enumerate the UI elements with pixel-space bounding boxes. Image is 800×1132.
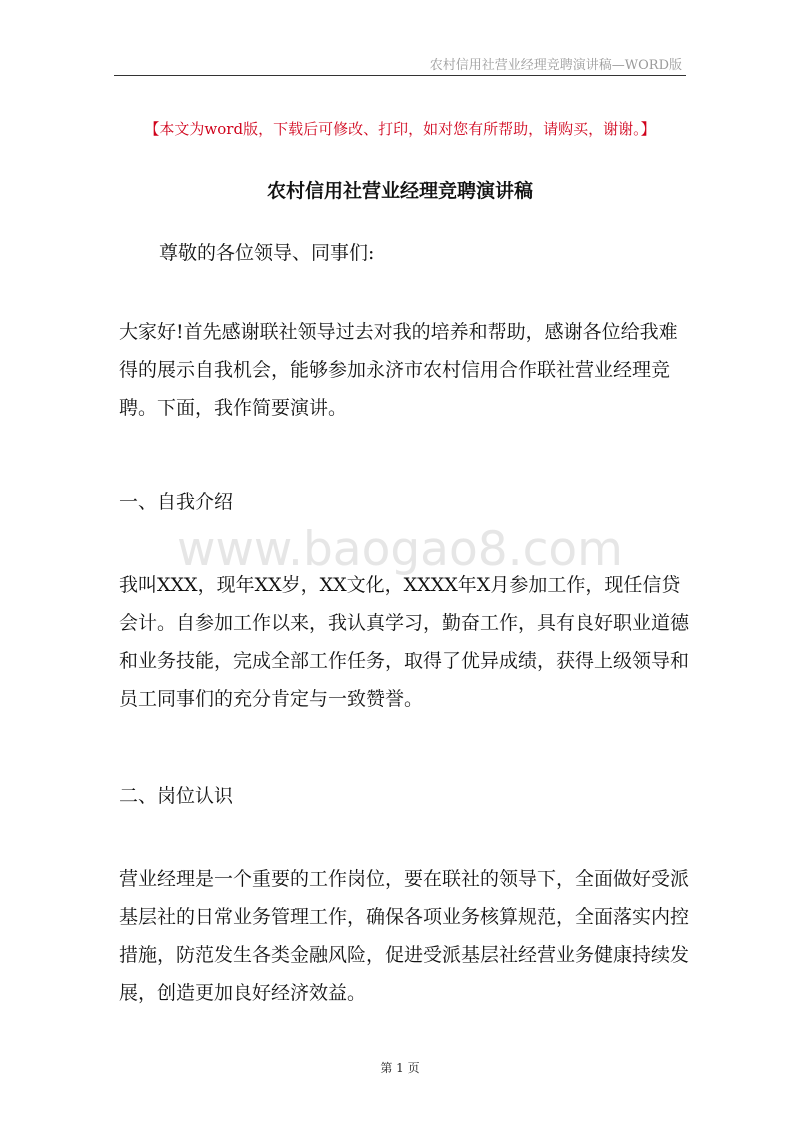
paragraph-self-intro: 我叫XXX，现年XX岁，XX文化，XXXX年X月参加工作，现任信贷会计。自参加工作以来，我认真学习，勤奋工作，具有良好职业道德和业务技能，完成全部工作任务，取得了优异成绩，获得上级领导和员工同事们的充分肯定与一致赞誉。	[119, 574, 690, 710]
page-number: 第 1 页	[380, 1061, 420, 1075]
section-heading-position: 二、岗位认识	[119, 785, 234, 807]
section-heading-self-intro: 一、自我介绍	[119, 491, 234, 513]
document-title: 农村信用社营业经理竞聘演讲稿	[266, 180, 533, 202]
header-divider	[114, 75, 686, 76]
paragraph-position: 营业经理是一个重要的工作岗位，要在联社的领导下，全面做好受派基层社的日常业务管理工作，确保各项业务核算规范，全面落实内控措施，防范发生各类金融风险，促进受派基层社经营业务健康持续发展，创造更加良好经济效益。	[119, 868, 690, 1004]
red-notice-banner: 【本文为word版，下载后可修改、打印，如对您有所帮助，请购买，谢谢。】	[144, 120, 656, 138]
watermark-text: www.baogao8.com	[177, 522, 623, 577]
paragraph-introduction: 大家好!首先感谢联社领导过去对我的培养和帮助，感谢各位给我难得的展示自我机会，能够参加永济市农村信用合作联社营业经理竞聘。下面，我作简要演讲。	[119, 321, 678, 419]
greeting-line: 尊敬的各位领导、同事们:	[159, 242, 375, 264]
running-header-title: 农村信用社营业经理竞聘演讲稿—WORD版	[429, 58, 682, 73]
